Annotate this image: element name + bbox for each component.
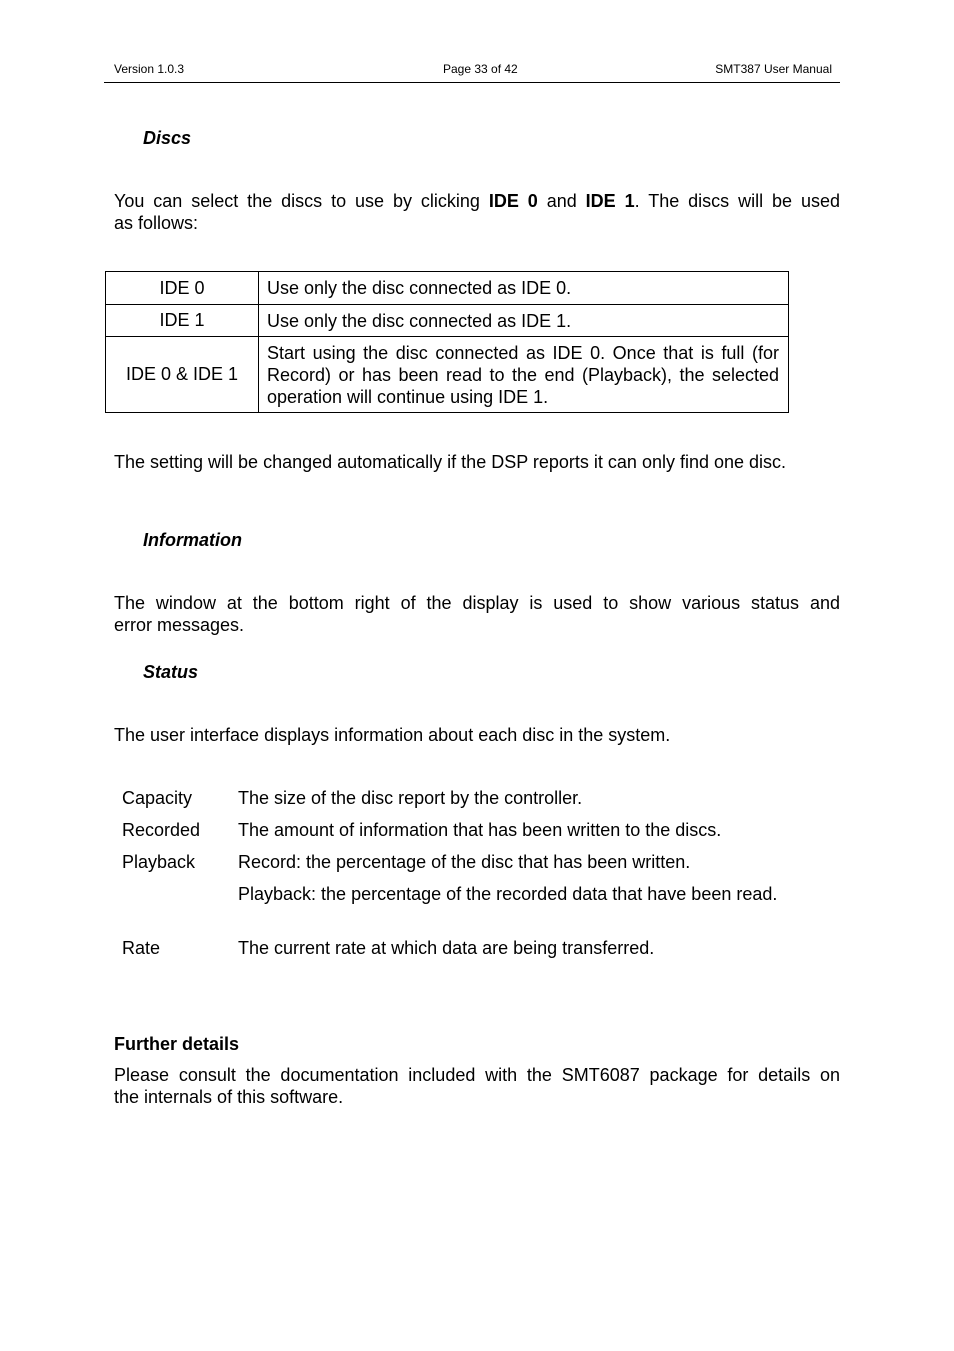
status-definition: Playback: the percentage of the recorded data that have been read. — [238, 884, 778, 904]
discs-intro-line1: You can select the discs to use by clicking IDE 0 and IDE 1. The discs will be used — [114, 191, 840, 211]
status-term: Playback — [122, 852, 196, 872]
status-term: Capacity — [122, 788, 193, 808]
header-page-number: Page 33 of 42 — [443, 62, 518, 76]
ide0-term: IDE 0 — [488, 191, 538, 211]
status-definition: The size of the disc report by the controller. — [238, 788, 583, 808]
information-text: The window at the bottom right of the display is used to show various status and error messages. — [114, 593, 840, 635]
discs-heading: Discs — [143, 128, 192, 148]
status-term: Recorded — [122, 820, 201, 840]
discs-table — [105, 271, 789, 413]
table-value: Use only the disc connected as IDE 0. — [259, 272, 789, 305]
table-key: IDE 0 — [106, 272, 259, 305]
table-key: IDE 1 — [106, 305, 259, 337]
status-heading: Status — [143, 662, 199, 682]
status-definition: Record: the percentage of the disc that has been written. — [238, 852, 691, 872]
table-value: Use only the disc connected as IDE 1. — [259, 305, 789, 337]
table-key: IDE 0 & IDE 1 — [106, 337, 259, 413]
table-row — [106, 337, 789, 413]
discs-intro-line2: as follows: — [114, 213, 199, 233]
status-intro: The user interface displays information about each disc in the system. — [114, 725, 671, 745]
information-heading: Information — [143, 530, 242, 550]
header-manual-title: SMT387 User Manual — [715, 62, 832, 76]
status-definition: The current rate at which data are being transferred. — [238, 938, 655, 958]
discs-note: The setting will be changed automatically if the DSP reports it can only find one disc. — [114, 452, 787, 472]
further-details-text: Please consult the documentation included with the SMT6087 package for details on the internals of this software. — [114, 1065, 840, 1107]
table-row — [106, 305, 789, 337]
header-divider — [104, 82, 840, 83]
header-version: Version 1.0.3 — [114, 62, 185, 76]
table-value: Start using the disc connected as IDE 0. Once that is full (for Record) or has been read to the end (Playback), the selected operation will continue using IDE 1. — [259, 337, 789, 413]
further-details-heading: Further details — [114, 1034, 240, 1054]
ide1-term: IDE 1 — [585, 191, 635, 211]
status-definition: The amount of information that has been written to the discs. — [238, 820, 722, 840]
discs-intro — [114, 190, 840, 234]
status-term: Rate — [122, 938, 161, 958]
table-row — [106, 272, 789, 305]
